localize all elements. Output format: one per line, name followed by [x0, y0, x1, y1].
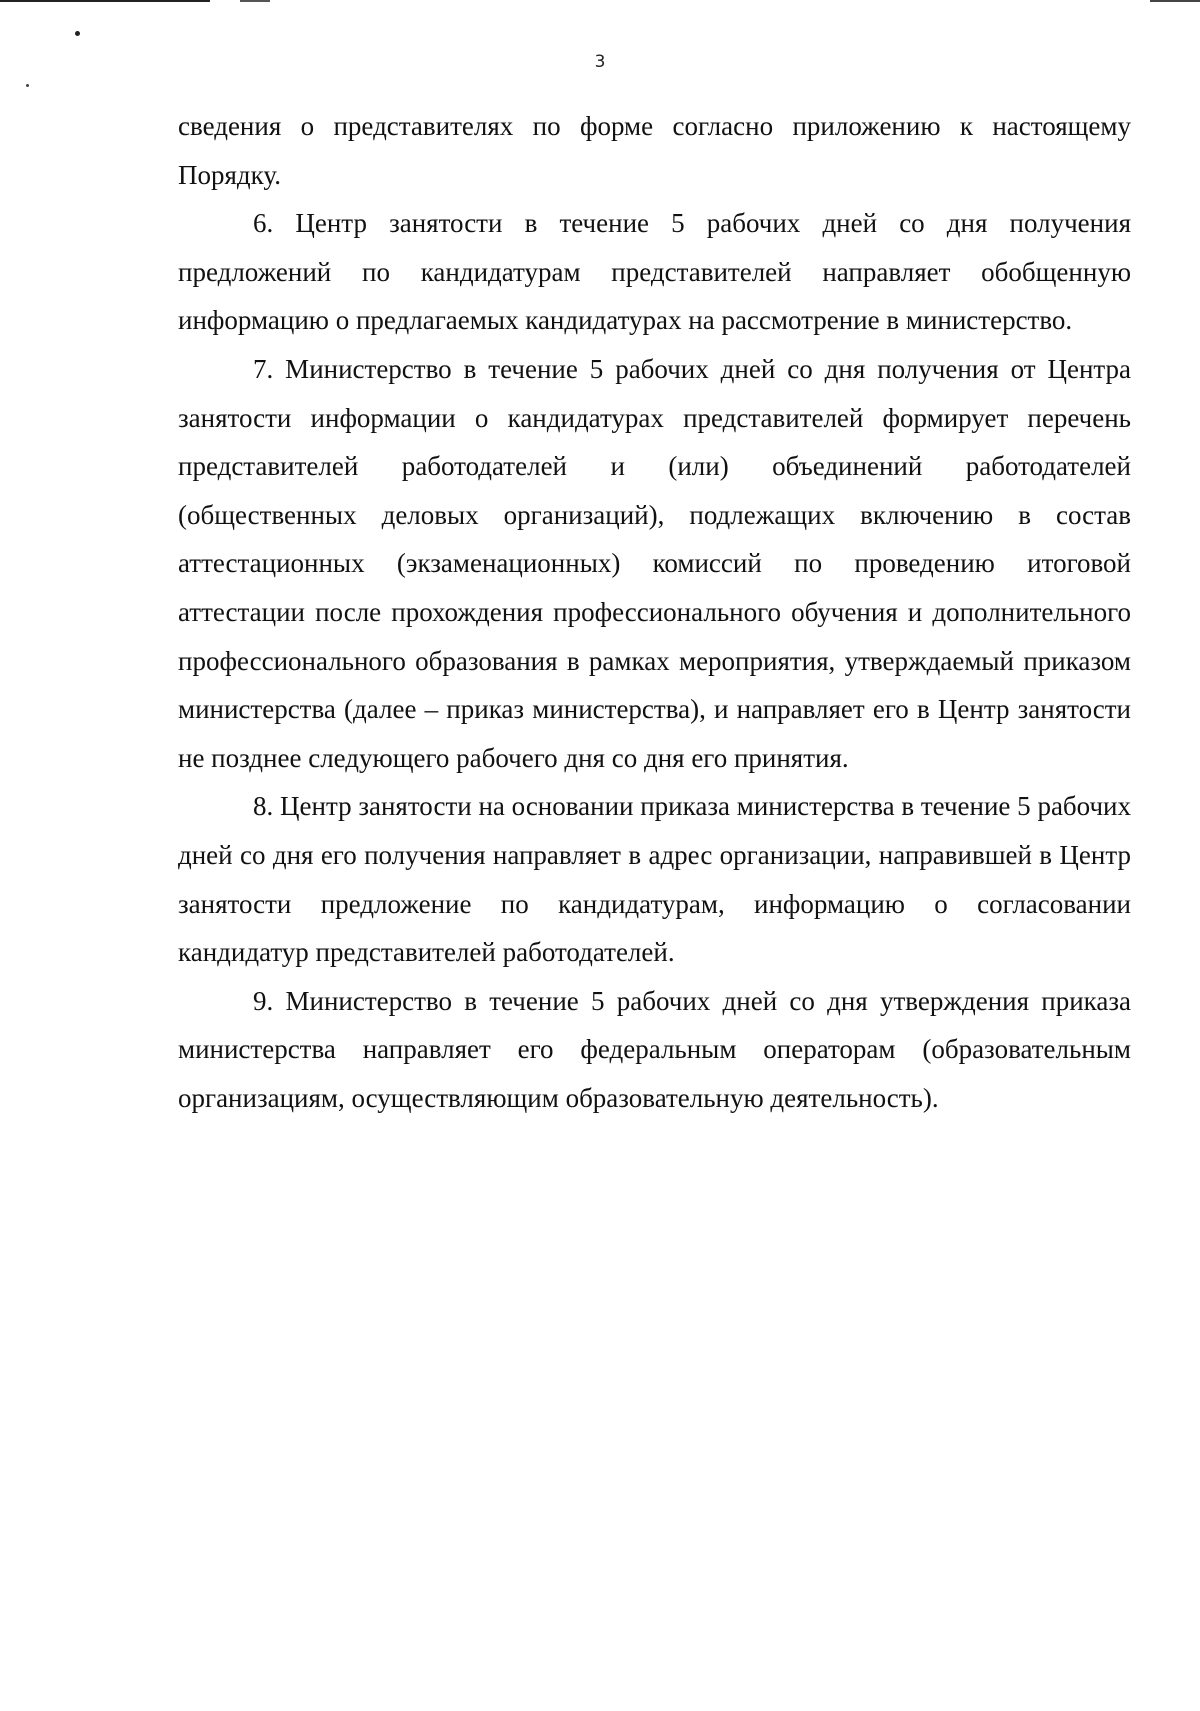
paragraph-item-8: 8. Центр занятости на основании приказа министерства в течение 5 рабочих дней со дня его получения направляет в адрес организации, направившей в Центр занятости предложение по кандидатурам, информацию о согласовании кандидатур представителей работодателей. — [178, 791, 1131, 968]
scan-speck — [75, 31, 80, 36]
scan-speck — [26, 84, 29, 87]
document-body — [178, 102, 1131, 1122]
paragraph-item-9: 9. Министерство в течение 5 рабочих дней со дня утверждения приказа министерства направляет его федеральным операторам (образовательным организациям, осуществляющим образовательную деятельность). — [178, 985, 1131, 1113]
scan-edge-top — [0, 0, 1200, 2]
page-number: 3 — [594, 52, 606, 72]
paragraph-continuation: сведения о представителях по форме согласно приложению к настоящему Порядку. — [178, 111, 1131, 190]
paragraph-item-7: 7. Министерство в течение 5 рабочих дней со дня получения от Центра занятости информации о кандидатурах представителей формирует перечень представителей работодателей и (или) объединений работодателей (общественных деловых организаций), подлежащих включению в состав аттестационных (экзаменационных) комиссий по проведению итоговой аттестации после прохождения профессионального обучения и дополнительного профессионального образования в рамках мероприятия, утверждаемый приказом министерства (далее – приказ министерства), и направляет его в Центр занятости не позднее следующего рабочего дня со дня его принятия. — [178, 353, 1131, 773]
paragraph-item-6: 6. Центр занятости в течение 5 рабочих дней со дня получения предложений по кандидатурам представителей направляет обобщенную информацию о предлагаемых кандидатурах на рассмотрение в министерство. — [178, 208, 1131, 336]
